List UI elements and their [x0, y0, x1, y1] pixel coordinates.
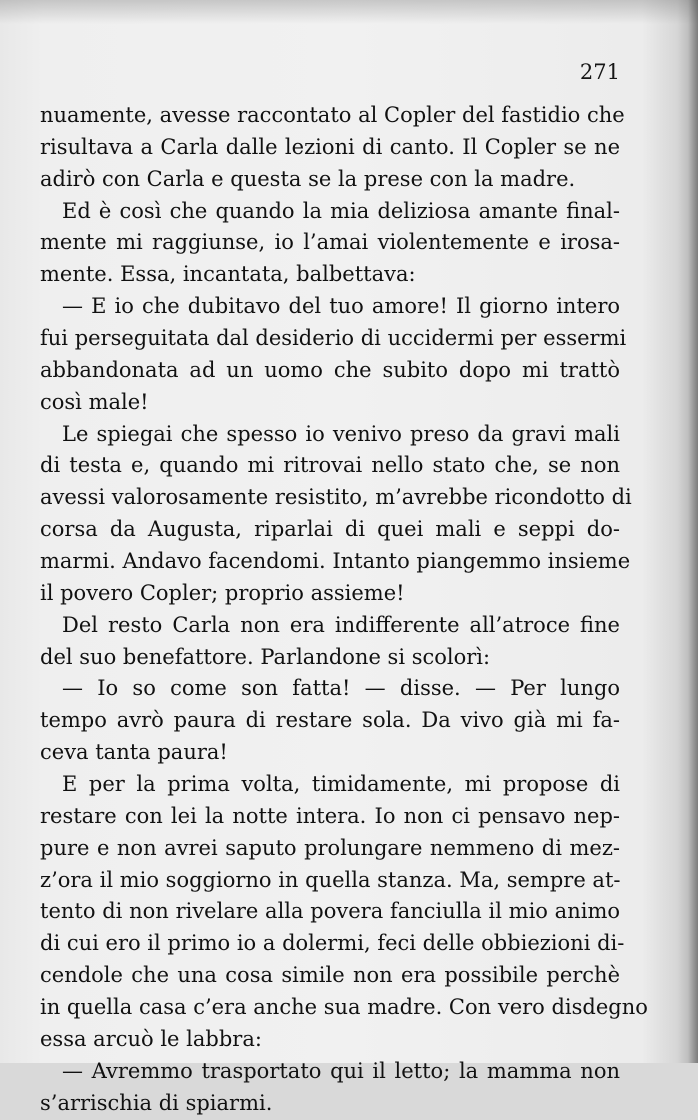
text-line: pure e non avrei saputo prolungare nemmeno di mez- [40, 835, 620, 860]
page-number: 271 [579, 60, 620, 84]
text-line: — E io che dubitavo del tuo amore! Il giorno intero [62, 294, 620, 319]
text-line: tento di non rivelare alla povera fanciulla il mio animo [40, 899, 620, 924]
text-line: E per la prima volta, timidamente, mi propose di [62, 772, 620, 797]
text-line: Del resto Carla non era indifferente all’atroce fine [62, 612, 620, 637]
text-line: mente mi raggiunse, io l’amai violentemente e irosa- [40, 230, 620, 255]
text-line: Le spiegai che spesso io venivo preso da gravi mali [62, 421, 620, 446]
text-line: il povero Copler; proprio assieme! [40, 580, 405, 605]
text-line: tempo avrò paura di restare sola. Da vivo già mi fa- [40, 708, 620, 733]
text-line: mente. Essa, incantata, balbettava: [40, 262, 416, 287]
text-line: fui perseguitata dal desiderio di uccidermi per essermi [40, 326, 627, 351]
text-line: — Avremmo trasportato qui il letto; la mamma non [62, 1058, 620, 1083]
text-line: restare con lei la notte intera. Io non ci pensavo nep- [40, 803, 620, 828]
text-line: z’ora il mio soggiorno in quella stanza. Ma, sempre at- [40, 867, 621, 892]
text-line: così male! [40, 389, 149, 414]
body-text [40, 100, 648, 1120]
text-line: ceva tanta paura! [40, 740, 228, 765]
text-line: marmi. Andavo facendomi. Intanto piangemmo insieme [40, 549, 631, 574]
text-line: avessi valorosamente resistito, m’avrebbe ricondotto di [40, 485, 632, 510]
text-line: di testa e, quando mi ritrovai nello stato che, se non [40, 453, 620, 478]
text-line: risultava a Carla dalle lezioni di canto. Il Copler se ne [40, 134, 620, 159]
page-binding-edge [688, 0, 698, 1063]
text-line: Ed è così che quando la mia deliziosa amante final- [62, 198, 620, 223]
text-line: — Io so come son fatta! — disse. — Per lungo [62, 676, 620, 701]
text-line: essa arcuò le labbra: [40, 1026, 262, 1051]
text-line: corsa da Augusta, riparlai di quei mali e seppi do- [40, 517, 620, 542]
text-line: del suo benefattore. Parlandone si scolorì: [40, 644, 491, 669]
text-line: adirò con Carla e questa se la prese con la madre. [40, 166, 576, 191]
text-line: s’arrischia di spiarmi. [40, 1090, 273, 1115]
text-line: cendole che una cosa simile non era possibile perchè [40, 963, 620, 988]
text-line: nuamente, avesse raccontato al Copler del fastidio che [40, 103, 625, 127]
text-line: in quella casa c’era anche sua madre. Con vero disdegno [40, 995, 648, 1020]
text-line: di cui ero il primo io a dolermi, feci delle obbiezioni di- [40, 931, 625, 956]
page-top-shadow [0, 0, 698, 24]
text-line: abbandonata ad un uomo che subito dopo mi trattò [40, 357, 620, 382]
